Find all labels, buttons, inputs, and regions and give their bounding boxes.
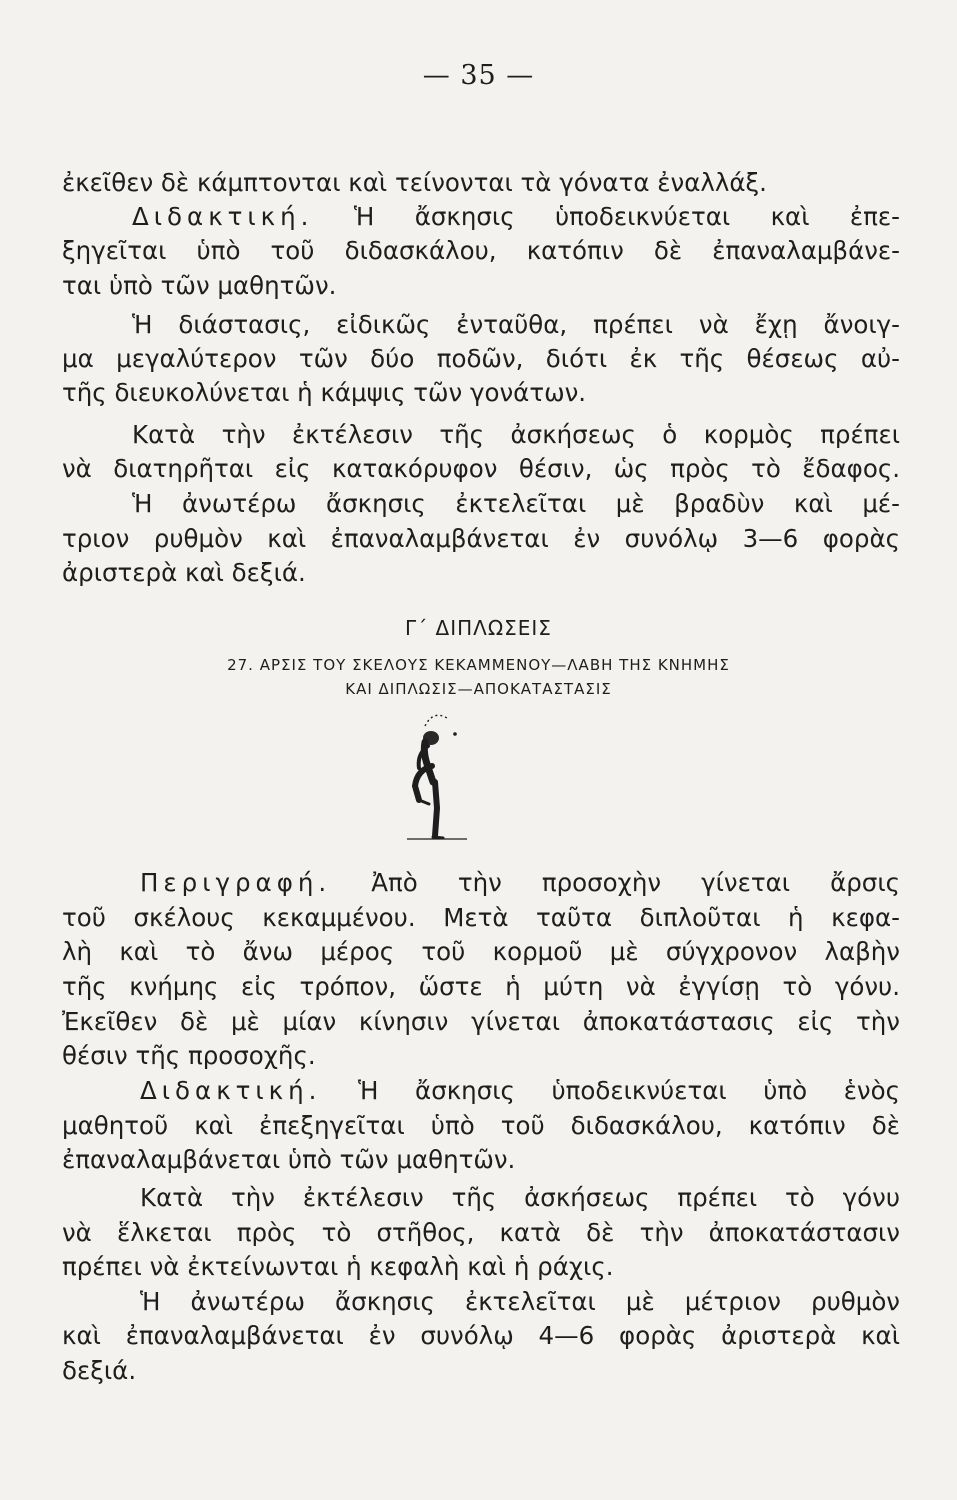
text-line: ἐπαναλαμβάνεται ὑπὸ τῶν μαθητῶν. <box>62 1145 516 1174</box>
page-number: — 35 — <box>422 60 535 91</box>
exercise-figure-illustration <box>395 708 485 848</box>
text-line: Ἐκεῖθεν δὲ μὲ μίαν κίνησιν γίνεται ἀποκατάστασις εἰς τὴν <box>62 1007 900 1036</box>
text-line: ξηγεῖται ὑπὸ τοῦ διδασκάλου, κατόπιν δὲ ἐπαναλαμβάνε- <box>62 236 900 265</box>
didaktiki-label: Διδακτική. <box>132 202 314 231</box>
text-line <box>132 202 900 232</box>
figure-body <box>407 715 467 839</box>
text-line: τῆς διευκολύνεται ἡ κάμψις τῶν γονάτων. <box>62 378 587 407</box>
text-line: τριον ρυθμὸν καὶ ἐπαναλαμβάνεται ἐν συνόλῳ 3—6 φορὰς <box>62 524 900 553</box>
didaktiki-text: Ἡ ἄσκησις ὑποδεικνύεται καὶ <box>353 202 810 231</box>
text-line: νὰ ἕλκεται πρὸς τὸ στῆθος, κατὰ δὲ τὴν ἀποκατάστασιν <box>62 1218 900 1247</box>
text-line: Ἡ διάστασις, εἰδικῶς ἐνταῦθα, πρέπει νὰ ἔχῃ ἄνοιγ- <box>132 310 900 339</box>
text-line: τῆς κνήμης εἰς τρόπον, ὥστε ἡ μύτη νὰ ἐγγίσῃ τὸ γόνυ. <box>62 972 900 1001</box>
exercise-caption-line: ΚΑΙ ΔΙΠΛΩΣΙΣ—ΑΠΟΚΑΤΑΣΤΑΣΙΣ <box>345 680 612 698</box>
section-heading: Γ΄ ΔΙΠΛΩΣΕΙΣ <box>405 616 552 640</box>
text-line: Κατὰ τὴν ἐκτέλεσιν τῆς ἀσκήσεως ὁ κορμὸς πρέπει <box>132 420 900 449</box>
text-line <box>140 1076 900 1106</box>
text-line: μα μεγαλύτερον τῶν δύο ποδῶν, διότι ἐκ τῆς θέσεως αὐ- <box>62 344 900 373</box>
text-line: ἐκεῖθεν δὲ κάμπτονται καὶ τείνονται τὰ γόνατα ἐναλλάξ. <box>62 168 767 197</box>
perigrafi-label: Περιγραφή. <box>140 868 332 897</box>
text-line: Κατὰ τὴν ἐκτέλεσιν τῆς ἀσκήσεως πρέπει τὸ γόνυ <box>140 1183 900 1212</box>
text-line: μαθητοῦ καὶ ἐπεξηγεῖται ὑπὸ τοῦ διδασκάλου, κατόπιν δὲ <box>62 1111 900 1140</box>
text-line: θέσιν τῆς προσοχῆς. <box>62 1041 316 1070</box>
text-line: δεξιά. <box>62 1356 137 1385</box>
perigrafi-text: Ἀπὸ τὴν προσοχὴν γίνεται ἄρσις <box>371 868 900 897</box>
text-line: καὶ ἐπαναλαμβάνεται ἐν συνόλῳ 4—6 φορὰς ἀριστερὰ καὶ <box>62 1321 900 1350</box>
text-line: Ἡ ἀνωτέρω ἄσκησις ἐκτελεῖται μὲ μέτριον ρυθμὸν <box>140 1287 900 1316</box>
text-line: Ἡ ἀνωτέρω ἄσκησις ἐκτελεῖται μὲ βραδὺν καὶ μέ- <box>132 489 900 518</box>
text-line: νὰ διατηρῆται εἰς κατακόρυφον θέσιν, ὡς πρὸς τὸ ἔδαφος. <box>62 454 900 483</box>
exercise-caption-line: 27. ΑΡΣΙΣ ΤΟΥ ΣΚΕΛΟΥΣ ΚΕΚΑΜΜΕΝΟΥ—ΛΑΒΗ ΤΗΣ ΚΝΗΜΗΣ <box>227 656 730 674</box>
text-line: τοῦ σκέλους κεκαμμένου. Μετὰ ταῦτα διπλοῦται ἡ κεφα- <box>62 903 900 932</box>
didaktiki-text: Ἡ ἄσκησις ὑποδεικνύεται ὑπὸ ἑνὸς <box>358 1076 900 1105</box>
text-line: πρέπει νὰ ἐκτείνωνται ἡ κεφαλὴ καὶ ἡ ράχις. <box>62 1252 614 1281</box>
text-line <box>140 868 900 898</box>
didaktiki-label: Διδακτική. <box>140 1076 322 1105</box>
text-line: λὴ καὶ τὸ ἄνω μέρος τοῦ κορμοῦ μὲ σύγχρονον λαβὴν <box>62 937 900 966</box>
text-line: ἀριστερὰ καὶ δεξιά. <box>62 558 306 587</box>
text-line: ται ὑπὸ τῶν μαθητῶν. <box>62 271 337 300</box>
text-fragment: ἐπε- <box>849 202 900 231</box>
